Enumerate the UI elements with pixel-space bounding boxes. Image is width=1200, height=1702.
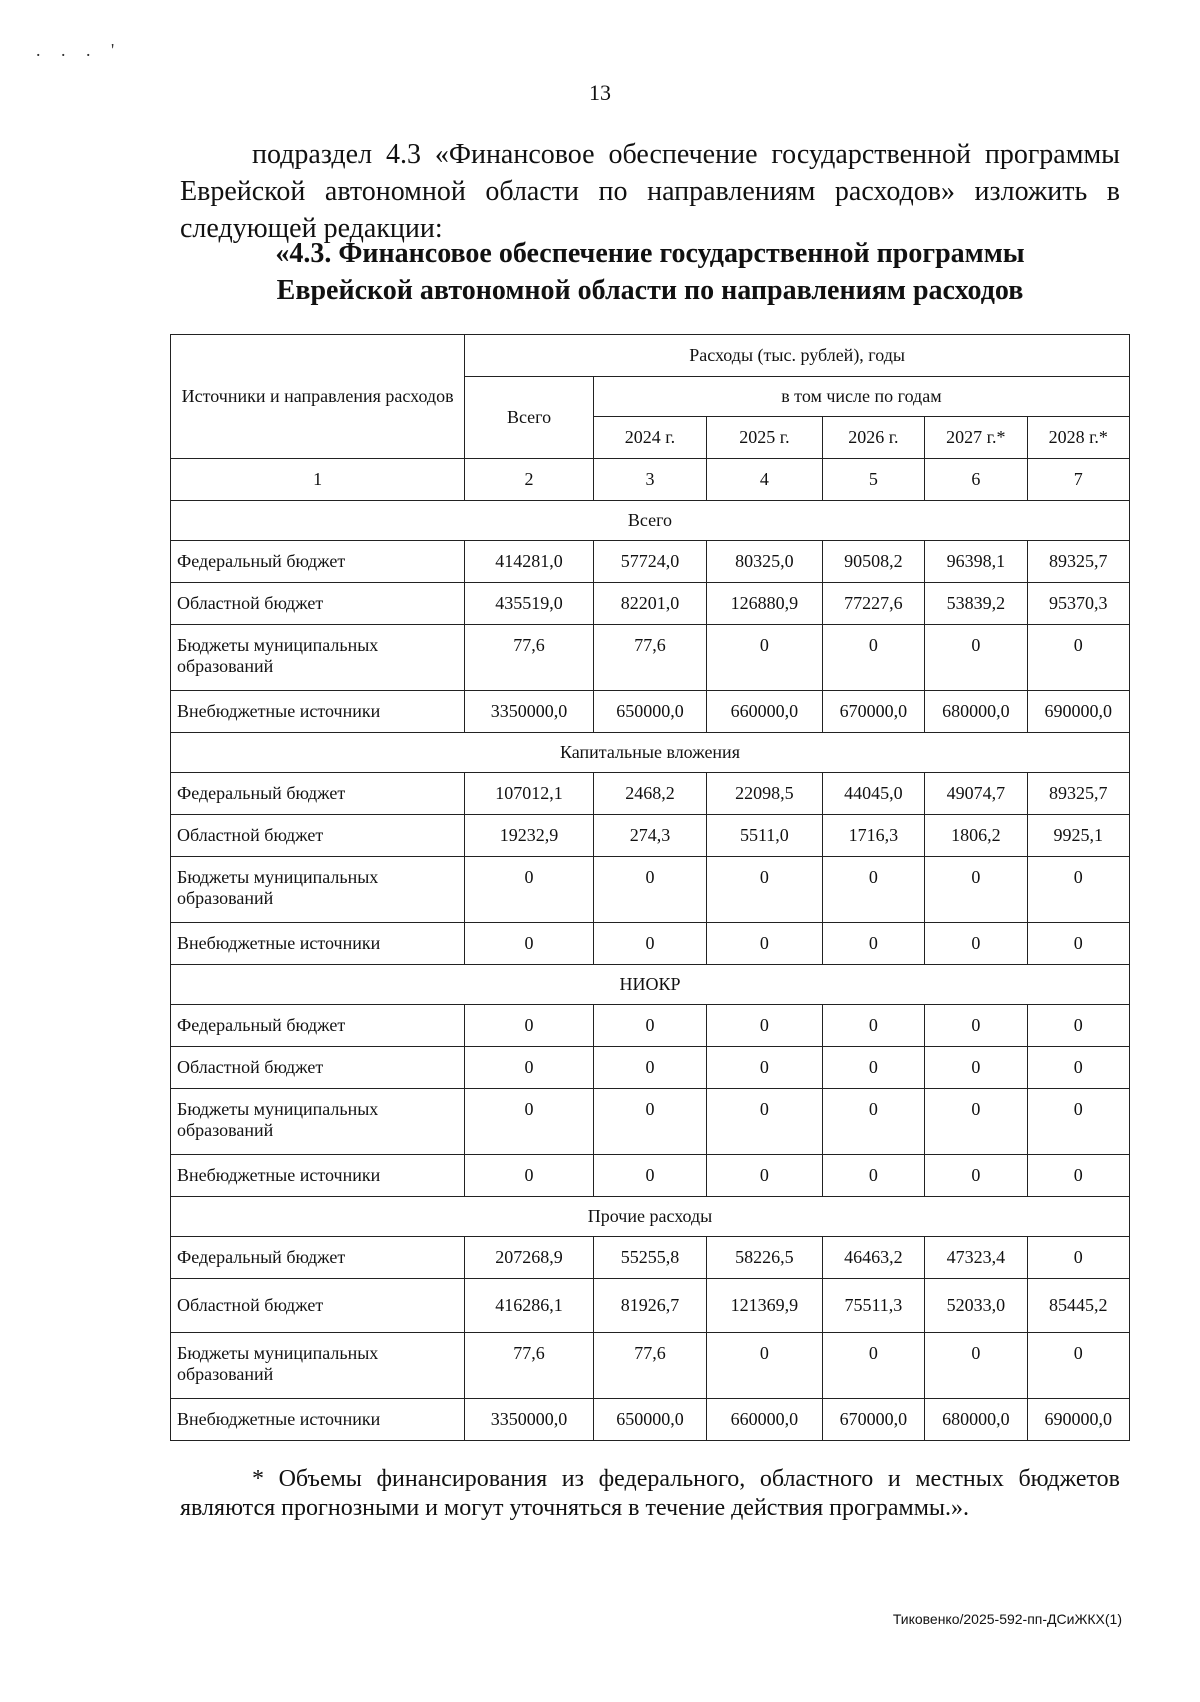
value-cell: 0 — [465, 857, 594, 923]
document-code: Тиковенко/2025-592-пп-ДСиЖКХ(1) — [892, 1611, 1122, 1627]
value-cell: 650000,0 — [593, 1399, 706, 1441]
table-row — [171, 815, 1130, 857]
value-cell: 274,3 — [593, 815, 706, 857]
value-cell: 53839,2 — [925, 583, 1027, 625]
value-cell: 0 — [707, 857, 823, 923]
value-cell: 670000,0 — [822, 691, 924, 733]
value-cell: 0 — [707, 1089, 823, 1155]
value-cell: 0 — [593, 923, 706, 965]
header-year-2028: 2028 г.* — [1027, 417, 1129, 459]
value-cell: 121369,9 — [707, 1279, 823, 1333]
section-title-line2: Еврейской автономной области по направлениям расходов — [276, 275, 1024, 306]
value-cell: 2468,2 — [593, 773, 706, 815]
table-row — [171, 583, 1130, 625]
column-number: 5 — [822, 459, 924, 501]
value-cell: 0 — [822, 923, 924, 965]
row-label: Федеральный бюджет — [171, 1237, 465, 1279]
value-cell: 0 — [822, 1333, 924, 1399]
value-cell: 0 — [925, 1047, 1027, 1089]
row-label: Бюджеты муниципальных образований — [171, 1333, 465, 1399]
table-row — [171, 1333, 1130, 1399]
value-cell: 82201,0 — [593, 583, 706, 625]
value-cell: 44045,0 — [822, 773, 924, 815]
value-cell: 75511,3 — [822, 1279, 924, 1333]
section-title-line1: «4.3. Финансовое обеспечение государственной программы — [275, 238, 1025, 269]
intro-paragraph: подраздел 4.3 «Финансовое обеспечение государственной программы Еврейской автономной области по направлениям расходов» изложить в следующей редакции: — [180, 139, 1120, 244]
section-row — [171, 1197, 1130, 1237]
header-year-2027: 2027 г.* — [925, 417, 1027, 459]
value-cell: 77,6 — [593, 625, 706, 691]
value-cell: 0 — [822, 1089, 924, 1155]
value-cell: 0 — [465, 1155, 594, 1197]
row-label: Внебюджетные источники — [171, 923, 465, 965]
value-cell: 0 — [593, 1047, 706, 1089]
value-cell: 0 — [925, 923, 1027, 965]
table-row — [171, 923, 1130, 965]
value-cell: 0 — [1027, 625, 1129, 691]
value-cell: 0 — [707, 1333, 823, 1399]
value-cell: 0 — [465, 1047, 594, 1089]
value-cell: 0 — [707, 625, 823, 691]
value-cell: 414281,0 — [465, 541, 594, 583]
section-title-cell: Всего — [171, 501, 1130, 541]
table-row — [171, 1237, 1130, 1279]
row-label: Внебюджетные источники — [171, 1155, 465, 1197]
value-cell: 77,6 — [593, 1333, 706, 1399]
value-cell: 0 — [925, 857, 1027, 923]
value-cell: 80325,0 — [707, 541, 823, 583]
value-cell: 0 — [925, 1089, 1027, 1155]
value-cell: 77,6 — [465, 1333, 594, 1399]
value-cell: 0 — [707, 1005, 823, 1047]
value-cell: 3350000,0 — [465, 691, 594, 733]
header-year-2024: 2024 г. — [593, 417, 706, 459]
value-cell: 47323,4 — [925, 1237, 1027, 1279]
value-cell: 0 — [1027, 1047, 1129, 1089]
value-cell: 435519,0 — [465, 583, 594, 625]
page-number: 13 — [589, 80, 611, 105]
header-sources: Источники и направления расходов — [171, 335, 465, 459]
row-label: Федеральный бюджет — [171, 773, 465, 815]
value-cell: 660000,0 — [707, 691, 823, 733]
value-cell: 0 — [707, 1047, 823, 1089]
value-cell: 0 — [593, 1089, 706, 1155]
value-cell: 3350000,0 — [465, 1399, 594, 1441]
value-cell: 46463,2 — [822, 1237, 924, 1279]
column-number: 2 — [465, 459, 594, 501]
value-cell: 0 — [593, 1005, 706, 1047]
value-cell: 690000,0 — [1027, 1399, 1129, 1441]
value-cell: 77,6 — [465, 625, 594, 691]
section-title-cell: Прочие расходы — [171, 1197, 1130, 1237]
value-cell: 0 — [1027, 1333, 1129, 1399]
row-label: Бюджеты муниципальных образований — [171, 625, 465, 691]
value-cell: 0 — [925, 1155, 1027, 1197]
value-cell: 0 — [593, 1155, 706, 1197]
value-cell: 49074,7 — [925, 773, 1027, 815]
row-label: Областной бюджет — [171, 583, 465, 625]
column-number: 3 — [593, 459, 706, 501]
row-label: Внебюджетные источники — [171, 1399, 465, 1441]
header-year-2026: 2026 г. — [822, 417, 924, 459]
table-row — [171, 625, 1130, 691]
section-row — [171, 965, 1130, 1005]
value-cell: 680000,0 — [925, 1399, 1027, 1441]
value-cell: 5511,0 — [707, 815, 823, 857]
value-cell: 22098,5 — [707, 773, 823, 815]
column-numbers-row — [171, 459, 1130, 501]
table-row — [171, 1047, 1130, 1089]
column-number: 1 — [171, 459, 465, 501]
value-cell: 89325,7 — [1027, 541, 1129, 583]
header-by-years: в том числе по годам — [593, 377, 1129, 417]
value-cell: 57724,0 — [593, 541, 706, 583]
table-row — [171, 1005, 1130, 1047]
value-cell: 660000,0 — [707, 1399, 823, 1441]
value-cell: 207268,9 — [465, 1237, 594, 1279]
value-cell: 58226,5 — [707, 1237, 823, 1279]
value-cell: 650000,0 — [593, 691, 706, 733]
value-cell: 0 — [1027, 1005, 1129, 1047]
section-title-cell: Капитальные вложения — [171, 733, 1130, 773]
section-title — [180, 235, 1120, 309]
table-row — [171, 691, 1130, 733]
value-cell: 0 — [822, 857, 924, 923]
value-cell: 1806,2 — [925, 815, 1027, 857]
value-cell: 0 — [593, 857, 706, 923]
table-row — [171, 541, 1130, 583]
value-cell: 126880,9 — [707, 583, 823, 625]
value-cell: 81926,7 — [593, 1279, 706, 1333]
value-cell: 0 — [465, 1089, 594, 1155]
table-row — [171, 1089, 1130, 1155]
value-cell: 0 — [1027, 1089, 1129, 1155]
table-row — [171, 773, 1130, 815]
table-row — [171, 1399, 1130, 1441]
table-row — [171, 1155, 1130, 1197]
value-cell: 85445,2 — [1027, 1279, 1129, 1333]
value-cell: 0 — [925, 625, 1027, 691]
row-label: Областной бюджет — [171, 1047, 465, 1089]
value-cell: 0 — [1027, 857, 1129, 923]
footnote: * Объемы финансирования из федерального, областного и местных бюджетов являются прогнозными и могут уточняться в течение действия программы.». — [180, 1466, 1120, 1521]
value-cell: 690000,0 — [1027, 691, 1129, 733]
value-cell: 416286,1 — [465, 1279, 594, 1333]
value-cell: 52033,0 — [925, 1279, 1027, 1333]
table-row — [171, 857, 1130, 923]
value-cell: 90508,2 — [822, 541, 924, 583]
value-cell: 0 — [822, 1047, 924, 1089]
value-cell: 670000,0 — [822, 1399, 924, 1441]
value-cell: 0 — [465, 923, 594, 965]
section-row — [171, 501, 1130, 541]
table-header — [171, 335, 1130, 501]
section-row — [171, 733, 1130, 773]
column-number: 6 — [925, 459, 1027, 501]
financing-table — [170, 334, 1130, 1441]
table-body — [171, 501, 1130, 1441]
value-cell: 19232,9 — [465, 815, 594, 857]
value-cell: 95370,3 — [1027, 583, 1129, 625]
value-cell: 0 — [1027, 1155, 1129, 1197]
scan-marks: . . . ' — [36, 40, 123, 60]
value-cell: 1716,3 — [822, 815, 924, 857]
row-label: Областной бюджет — [171, 815, 465, 857]
row-label: Областной бюджет — [171, 1279, 465, 1333]
value-cell: 107012,1 — [465, 773, 594, 815]
value-cell: 0 — [707, 1155, 823, 1197]
row-label: Федеральный бюджет — [171, 1005, 465, 1047]
value-cell: 680000,0 — [925, 691, 1027, 733]
value-cell: 0 — [822, 1005, 924, 1047]
value-cell: 0 — [925, 1333, 1027, 1399]
value-cell: 9925,1 — [1027, 815, 1129, 857]
row-label: Внебюджетные источники — [171, 691, 465, 733]
value-cell: 89325,7 — [1027, 773, 1129, 815]
row-label: Бюджеты муниципальных образований — [171, 857, 465, 923]
section-title-cell: НИОКР — [171, 965, 1130, 1005]
value-cell: 0 — [465, 1005, 594, 1047]
value-cell: 77227,6 — [822, 583, 924, 625]
header-expenses: Расходы (тыс. рублей), годы — [465, 335, 1130, 377]
row-label: Федеральный бюджет — [171, 541, 465, 583]
column-number: 4 — [707, 459, 823, 501]
header-year-2025: 2025 г. — [707, 417, 823, 459]
value-cell: 0 — [925, 1005, 1027, 1047]
value-cell: 0 — [1027, 1237, 1129, 1279]
value-cell: 0 — [822, 1155, 924, 1197]
value-cell: 0 — [707, 923, 823, 965]
value-cell: 0 — [1027, 923, 1129, 965]
table-row — [171, 1279, 1130, 1333]
header-total: Всего — [465, 377, 594, 459]
column-number: 7 — [1027, 459, 1129, 501]
value-cell: 0 — [822, 625, 924, 691]
value-cell: 55255,8 — [593, 1237, 706, 1279]
row-label: Бюджеты муниципальных образований — [171, 1089, 465, 1155]
value-cell: 96398,1 — [925, 541, 1027, 583]
